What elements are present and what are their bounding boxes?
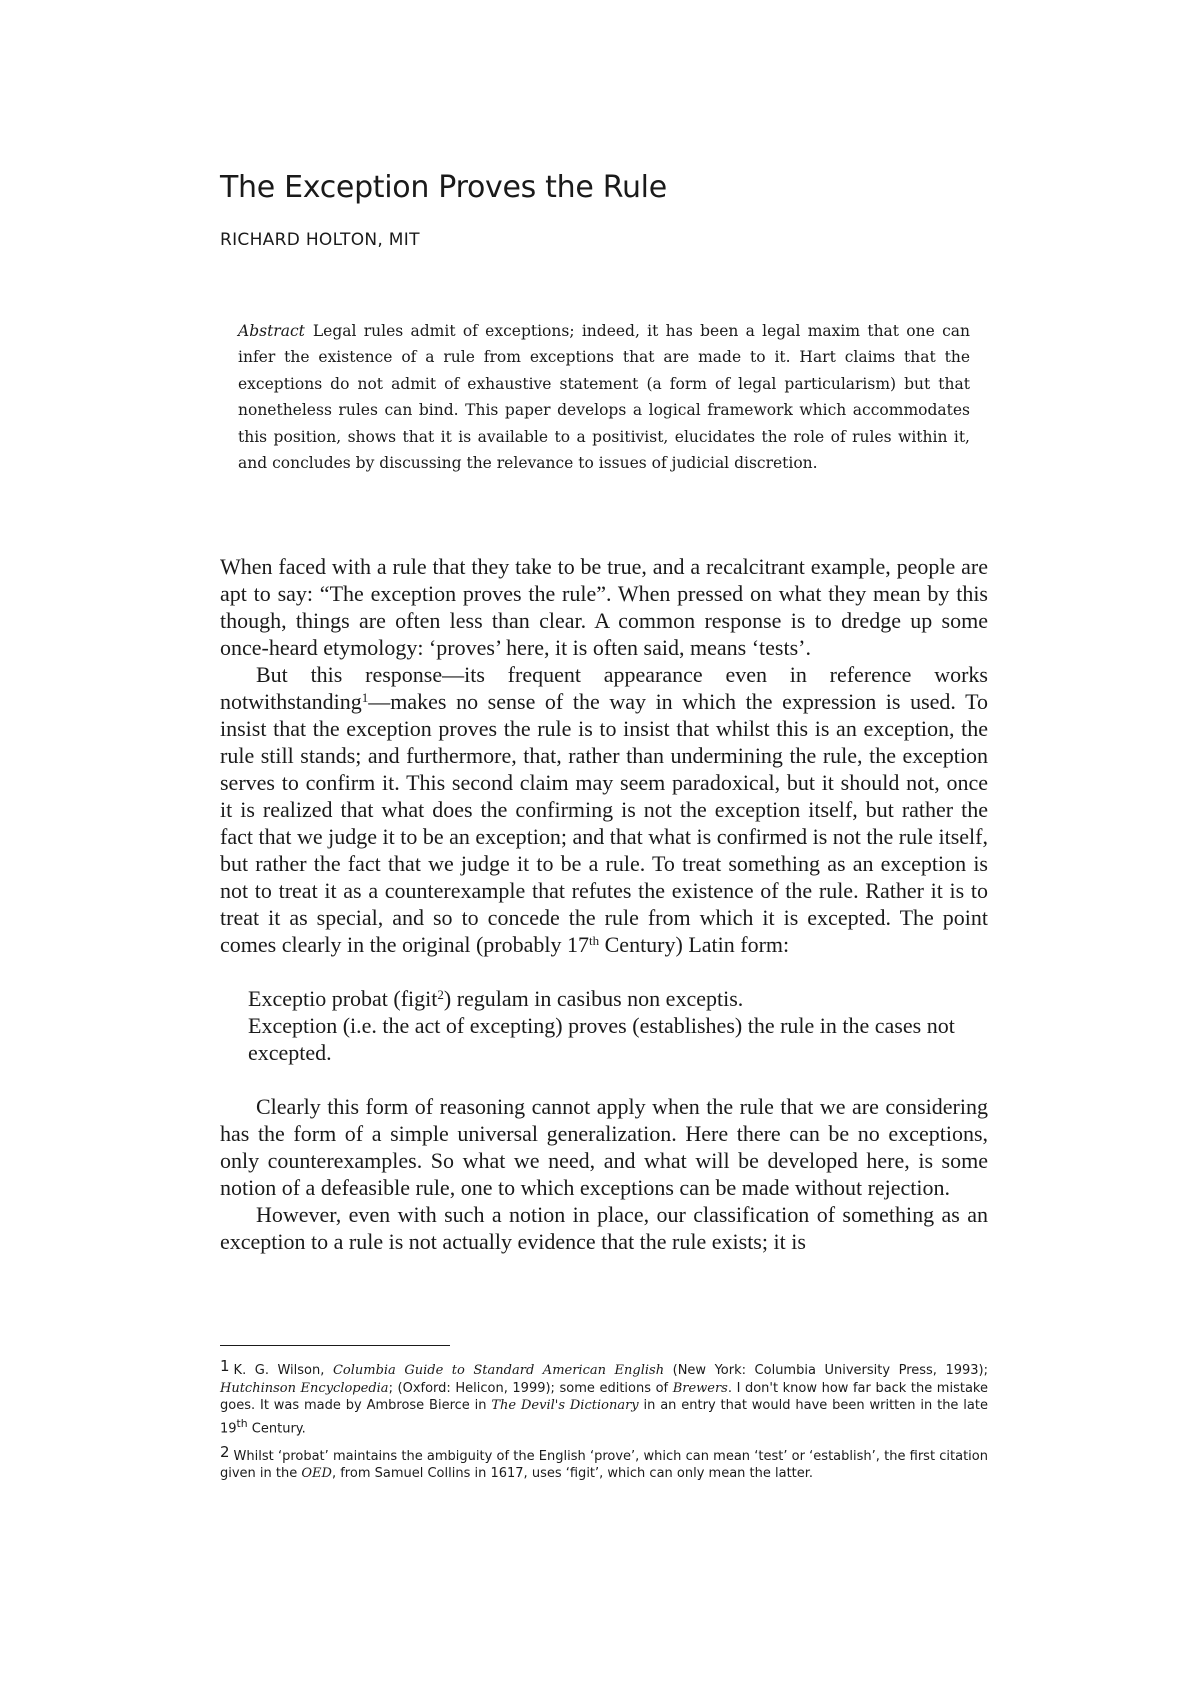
paragraph-2-part-c: Century) Latin form:	[599, 932, 790, 957]
footnote-title: The Devil's Dictionary	[491, 1398, 639, 1414]
latin-quote-block	[248, 985, 988, 1066]
abstract	[238, 318, 970, 476]
footnote-title: Hutchinson Encyclopedia	[220, 1380, 389, 1396]
footnote-text: (New York: Columbia University Press, 1993);	[664, 1363, 989, 1378]
body-text	[220, 553, 988, 1255]
footnote-title: Brewers	[672, 1380, 728, 1396]
paragraph-1: When faced with a rule that they take to be true, and a recalcitrant example, people are apt to say: “The exception proves the rule”. When pressed on what they mean by this though, things are often less than clear. A common response is to dredge up some once-heard etymology: ‘proves’ here, it is often said, means ‘tests’.	[220, 554, 988, 660]
footnote-text: ; (Oxford: Helicon, 1999); some editions of	[388, 1380, 673, 1396]
latin-maxim-part-b: ) regulam in casibus non exceptis.	[443, 986, 744, 1011]
paragraph-2	[220, 661, 988, 958]
english-translation: Exception (i.e. the act of excepting) proves (establishes) the rule in the cases not excepted.	[248, 1013, 955, 1065]
paragraph-2-part-b: —makes no sense of the way in which the expression is used. To insist that the exception proves the rule is to insist that whilst this is an exception, the rule still stands; and furthermore, that, rather than undermining the rule, the exception serves to confirm it. This second claim may seem paradoxical, but it should not, once it is realized that what does the confirming is not the exception itself, but rather the fact that we judge it to be an exception; and that what is confirmed is not the rule itself, but rather the fact that we judge it to be a rule. To treat something as an exception is not to treat it as a counterexample that refutes the existence of the rule. Rather it is to treat it as special, and so to concede the rule from which it is excepted. The point comes clearly in the original (probably 17	[220, 689, 988, 957]
footnote-2	[220, 1444, 988, 1483]
footnote-text: in an entry that would have been written in the late 19	[220, 1398, 988, 1437]
century-superscript: th	[589, 933, 600, 948]
footnote-text: . I don't know how far back the mistake goes. It was made by Ambrose Bierce in	[220, 1380, 988, 1414]
footnote-superscript: th	[236, 1416, 248, 1430]
footnote-number: 1	[220, 1357, 230, 1375]
paragraph-2-part-a: But this response—its frequent appearance even in reference works notwithstanding	[220, 662, 988, 714]
footnote-title: OED	[301, 1466, 332, 1482]
paper-title: The Exception Proves the Rule	[220, 170, 667, 205]
footnote-text: Century.	[247, 1421, 306, 1437]
abstract-label: Abstract	[238, 322, 305, 340]
abstract-text: Legal rules admit of exceptions; indeed, it has been a legal maxim that one can infer the existence of a rule from exceptions that are made to it. Hart claims that the exceptions do not admit of exhaustive statement (a form of legal particularism) but that nonetheless rules can bind. This paper develops a logical framework which accommodates this position, shows that it is available to a positivist, elucidates the role of rules within it, and concludes by discussing the relevance to issues of judicial discretion.	[238, 322, 970, 473]
footnote-ref-1[interactable]: 1	[361, 690, 369, 705]
latin-maxim	[248, 985, 988, 1012]
footnote-title: Columbia Guide to Standard American English	[332, 1363, 665, 1378]
footnote-text: , from Samuel Collins in 1617, uses ‘figit’, which can only mean the latter.	[331, 1466, 814, 1482]
footnote-text: K. G. Wilson,	[233, 1363, 333, 1378]
footnote-ref-2[interactable]: 2	[437, 987, 444, 1002]
footnotes	[220, 1358, 988, 1489]
footnote-text: Whilst ‘probat’ maintains the ambiguity of the English ‘prove’, which can mean ‘test’ or ‘establish’, the first citation given in the	[220, 1448, 988, 1482]
latin-maxim-part-a: Exceptio probat (figit	[248, 986, 438, 1011]
footnote-1	[220, 1358, 988, 1438]
paragraph-4: However, even with such a notion in place, our classification of something as an exception to a rule is not actually evidence that the rule exists; it is	[220, 1202, 988, 1254]
author-line: RICHARD HOLTON, MIT	[220, 230, 420, 250]
footnote-divider	[220, 1345, 450, 1346]
footnote-number: 2	[220, 1442, 230, 1461]
paragraph-3: Clearly this form of reasoning cannot apply when the rule that we are considering has the form of a simple universal generalization. Here there can be no exceptions, only counterexamples. So what we need, and what will be developed here, is some notion of a defeasible rule, one to which exceptions can be made without rejection.	[220, 1094, 988, 1200]
